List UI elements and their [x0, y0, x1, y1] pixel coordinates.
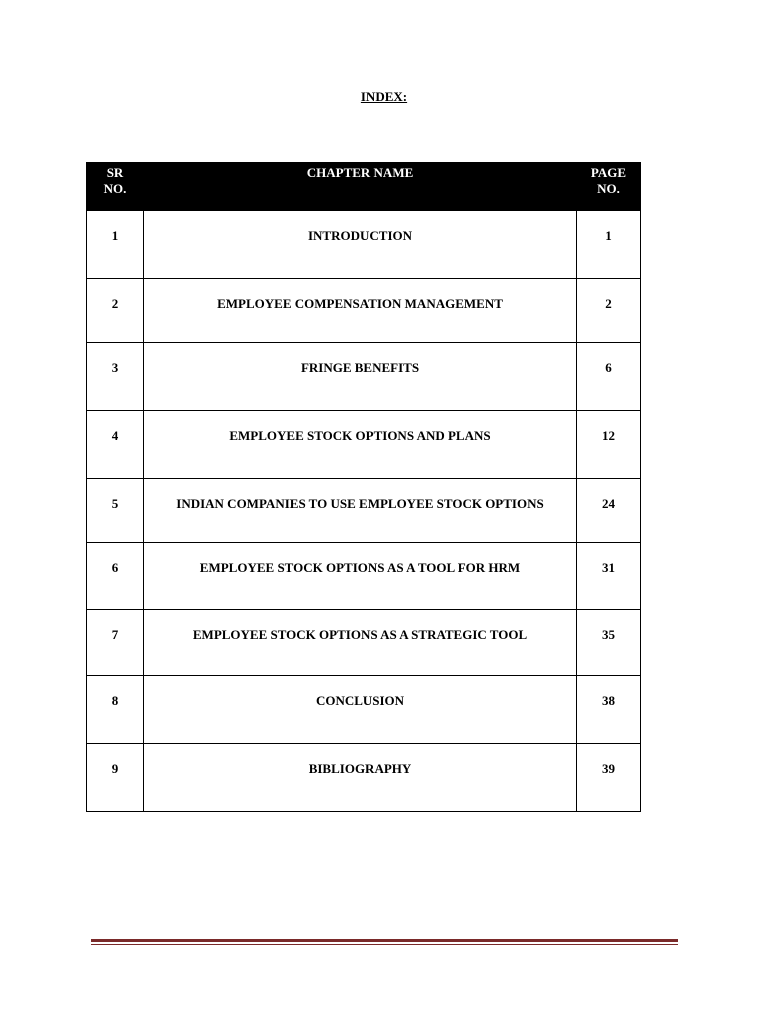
page-cell: 2 — [577, 279, 641, 343]
chapter-cell: FRINGE BENEFITS — [144, 343, 577, 411]
page-cell: 31 — [577, 543, 641, 610]
chapter-cell: EMPLOYEE STOCK OPTIONS AND PLANS — [144, 411, 577, 479]
table-row — [87, 543, 641, 610]
sr-cell: 7 — [87, 610, 144, 676]
page-cell: 38 — [577, 676, 641, 744]
table-body — [87, 211, 641, 812]
sr-cell: 8 — [87, 676, 144, 744]
page-cell: 24 — [577, 479, 641, 543]
table-row — [87, 676, 641, 744]
table-row — [87, 479, 641, 543]
index-table — [86, 162, 641, 812]
sr-cell: 1 — [87, 211, 144, 279]
sr-cell: 4 — [87, 411, 144, 479]
footer-divider — [91, 939, 678, 945]
sr-cell: 5 — [87, 479, 144, 543]
header-row — [87, 163, 641, 211]
sr-cell: 9 — [87, 744, 144, 812]
chapter-cell: EMPLOYEE COMPENSATION MANAGEMENT — [144, 279, 577, 343]
table-row — [87, 343, 641, 411]
table-header — [87, 163, 641, 211]
sr-cell: 6 — [87, 543, 144, 610]
column-header-chapter-name — [144, 163, 577, 211]
column-header-page-line2: NO. — [597, 181, 620, 196]
column-header-page-no — [577, 163, 641, 211]
page-cell: 39 — [577, 744, 641, 812]
sr-cell: 2 — [87, 279, 144, 343]
page-cell: 35 — [577, 610, 641, 676]
chapter-cell: EMPLOYEE STOCK OPTIONS AS A STRATEGIC TOOL — [144, 610, 577, 676]
table-row — [87, 744, 641, 812]
table-row — [87, 411, 641, 479]
column-header-sr-line1: SR — [106, 165, 124, 180]
chapter-cell: INDIAN COMPANIES TO USE EMPLOYEE STOCK OPTIONS — [144, 479, 577, 543]
table-row — [87, 279, 641, 343]
sr-cell: 3 — [87, 343, 144, 411]
column-header-chapter-label: CHAPTER NAME — [306, 165, 414, 180]
page-title: INDEX: — [360, 89, 408, 104]
column-header-sr-line2: NO. — [103, 181, 127, 196]
column-header-sr-no — [87, 163, 144, 211]
page-cell: 12 — [577, 411, 641, 479]
chapter-cell: BIBLIOGRAPHY — [144, 744, 577, 812]
page-cell: 6 — [577, 343, 641, 411]
chapter-cell: INTRODUCTION — [144, 211, 577, 279]
chapter-cell: EMPLOYEE STOCK OPTIONS AS A TOOL FOR HRM — [144, 543, 577, 610]
table-row — [87, 211, 641, 279]
footer-divider-thin-line — [91, 944, 678, 945]
page-cell: 1 — [577, 211, 641, 279]
chapter-cell: CONCLUSION — [144, 676, 577, 744]
table-row — [87, 610, 641, 676]
column-header-page-line1: PAGE — [590, 165, 627, 180]
